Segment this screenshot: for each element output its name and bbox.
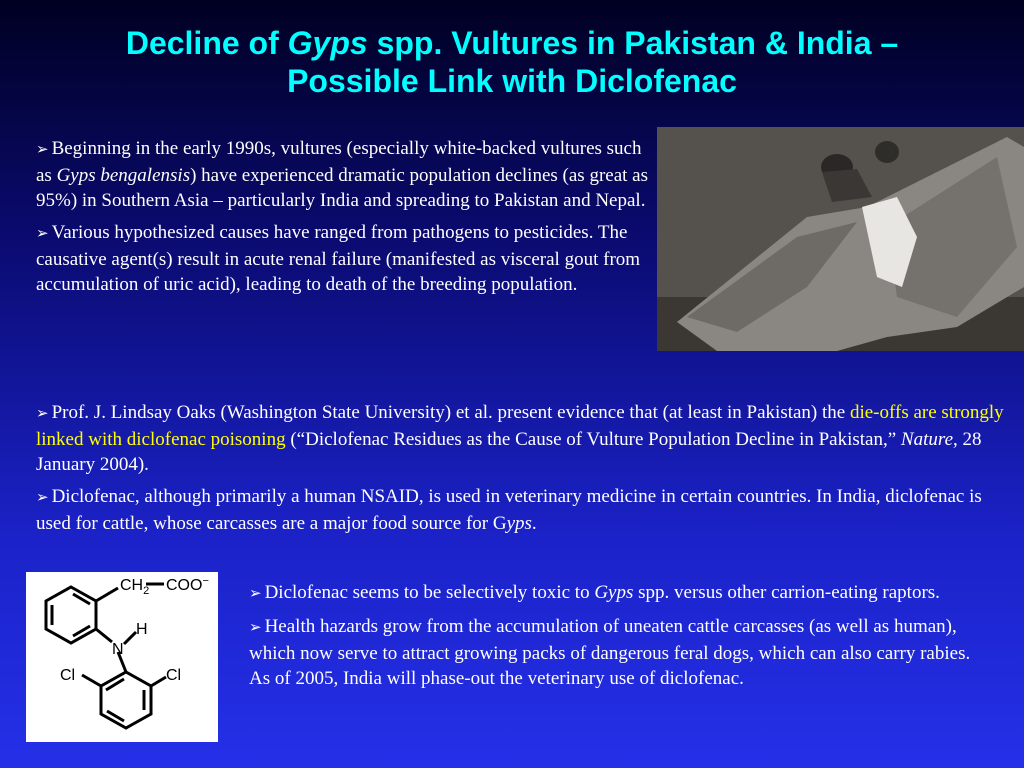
bullet-item: ➢ Diclofenac, although primarily a human NSAID, is used in veterinary medicine in certain countries. In India, diclofenac is used for cattle, whose carcasses are a major food source for Gyps. xyxy=(36,486,982,534)
bullet-item: ➢ Prof. J. Lindsay Oaks (Washington State University) et al. present evidence that (at least in Pakistan) the die-offs are strongly linked with diclofenac poisoning (“Diclofenac Residues as the Cause of Vulture Population Decline in Pakistan,” Nature, 28 January 2004). xyxy=(36,402,1004,475)
svg-text:CH2: $CH_2$ xyxy=(120,577,150,597)
bullet-item: ➢ Health hazards grow from the accumulation of uneaten cattle carcasses (as well as human), which now serve to attract growing packs of dangerous feral dogs, which can also carry rabies. As of 2005, India will phase-out the veterinary use of diclofenac. xyxy=(249,616,971,689)
vulture-photo xyxy=(657,127,1024,351)
bullet-block-bottom xyxy=(249,580,989,698)
arrow-bullet-icon: ➢ xyxy=(249,620,262,636)
hydrogen-label: H xyxy=(136,621,148,638)
title-line-2: Possible Link with Diclofenac xyxy=(287,63,737,99)
bullet-item: ➢ Diclofenac seems to be selectively toxic to Gyps spp. versus other carrion-eating raptors. xyxy=(249,582,940,603)
chlorine-left-label: Cl xyxy=(60,667,76,684)
slide-title xyxy=(0,24,1024,100)
chlorine-right-label: Cl xyxy=(166,667,182,684)
arrow-bullet-icon: ➢ xyxy=(36,142,49,158)
bullet-item: ➢ Beginning in the early 1990s, vultures (especially white-backed vultures such as Gyps bengalensis) have experienced dramatic population declines (as great as 95%) in Southern Asia – particularly India and spreading to Pakistan and Nepal. xyxy=(36,138,648,211)
bullet-block-middle xyxy=(36,400,1011,543)
svg-text:COO−: COO− xyxy=(166,575,209,594)
arrow-bullet-icon: ➢ xyxy=(36,406,49,422)
arrow-bullet-icon: ➢ xyxy=(36,490,49,506)
bullet-block-top xyxy=(36,136,648,304)
nitrogen-label: N xyxy=(112,641,124,658)
highlight-text: die-offs are strongly linked with diclofenac poisoning xyxy=(36,402,1004,450)
bullet-item: ➢ Various hypothesized causes have ranged from pathogens to pesticides. The causative agent(s) result in acute renal failure (manifested as visceral gout from accumulation of uric acid), leading to death of the breeding population. xyxy=(36,222,641,295)
arrow-bullet-icon: ➢ xyxy=(36,226,49,242)
arrow-bullet-icon: ➢ xyxy=(249,586,262,602)
title-line-1: Decline of Gyps spp. Vultures in Pakistan & India – xyxy=(125,25,899,61)
diclofenac-structure-diagram xyxy=(26,572,218,742)
